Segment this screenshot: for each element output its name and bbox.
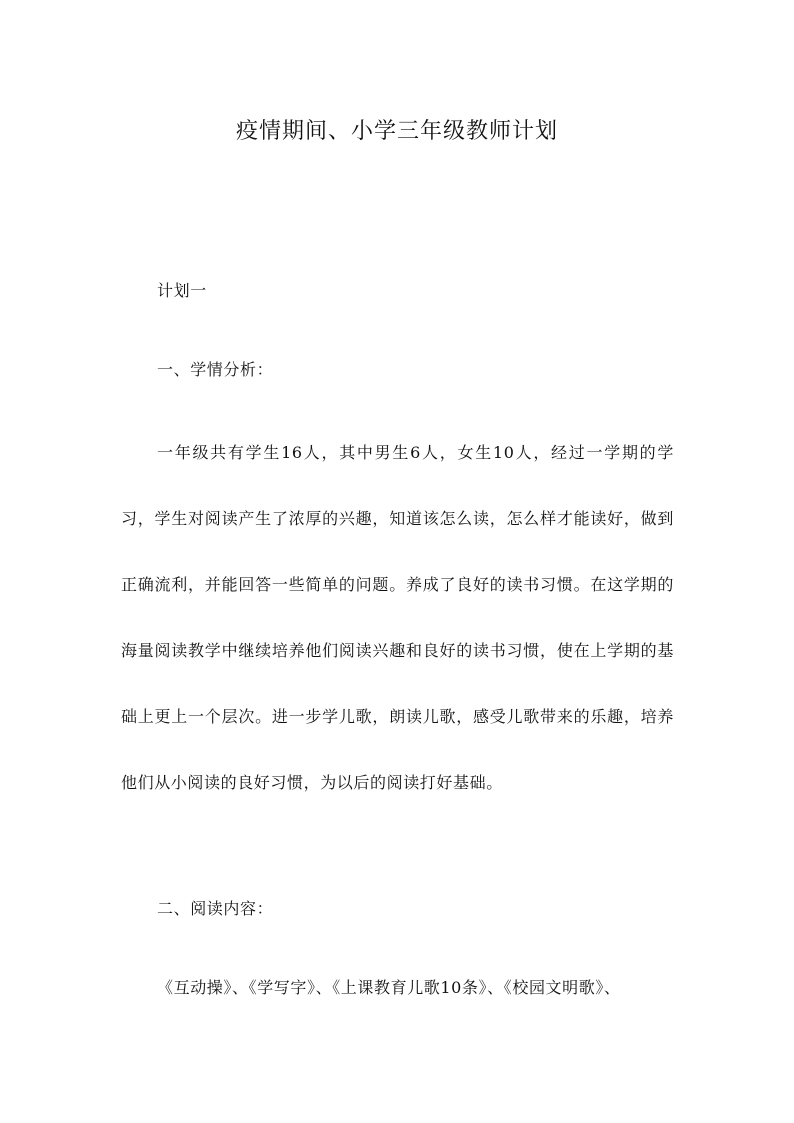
content-list-line: 《互动操》、《学写字》、《上课教育儿歌10条》、《校园文明歌》、 bbox=[157, 978, 621, 997]
analysis-paragraph: 一年级共有学生16人，其中男生6人，女生10人，经过一学期的学习，学生对阅读产生了浓厚的兴趣，知道该怎么读，怎么样才能读好，做到正确流利，并能回答一些简单的问题。养成了良好的读书习惯。在这学期的海量阅读教学中继续培养他们阅读兴趣和良好的读书习惯，使在上学期的基础上更上一个层次。进一步学儿歌，朗读儿歌，感受儿歌带来的乐趣，培养他们从小阅读的良好习惯，为以后的阅读打好基础。 bbox=[121, 443, 674, 792]
document-title: 疫情期间、小学三年级教师计划 bbox=[235, 119, 558, 144]
plan-heading: 计划一 bbox=[157, 281, 207, 300]
section-heading-analysis: 一、学情分析： bbox=[157, 360, 274, 379]
section-heading-content: 二、阅读内容： bbox=[157, 899, 274, 918]
